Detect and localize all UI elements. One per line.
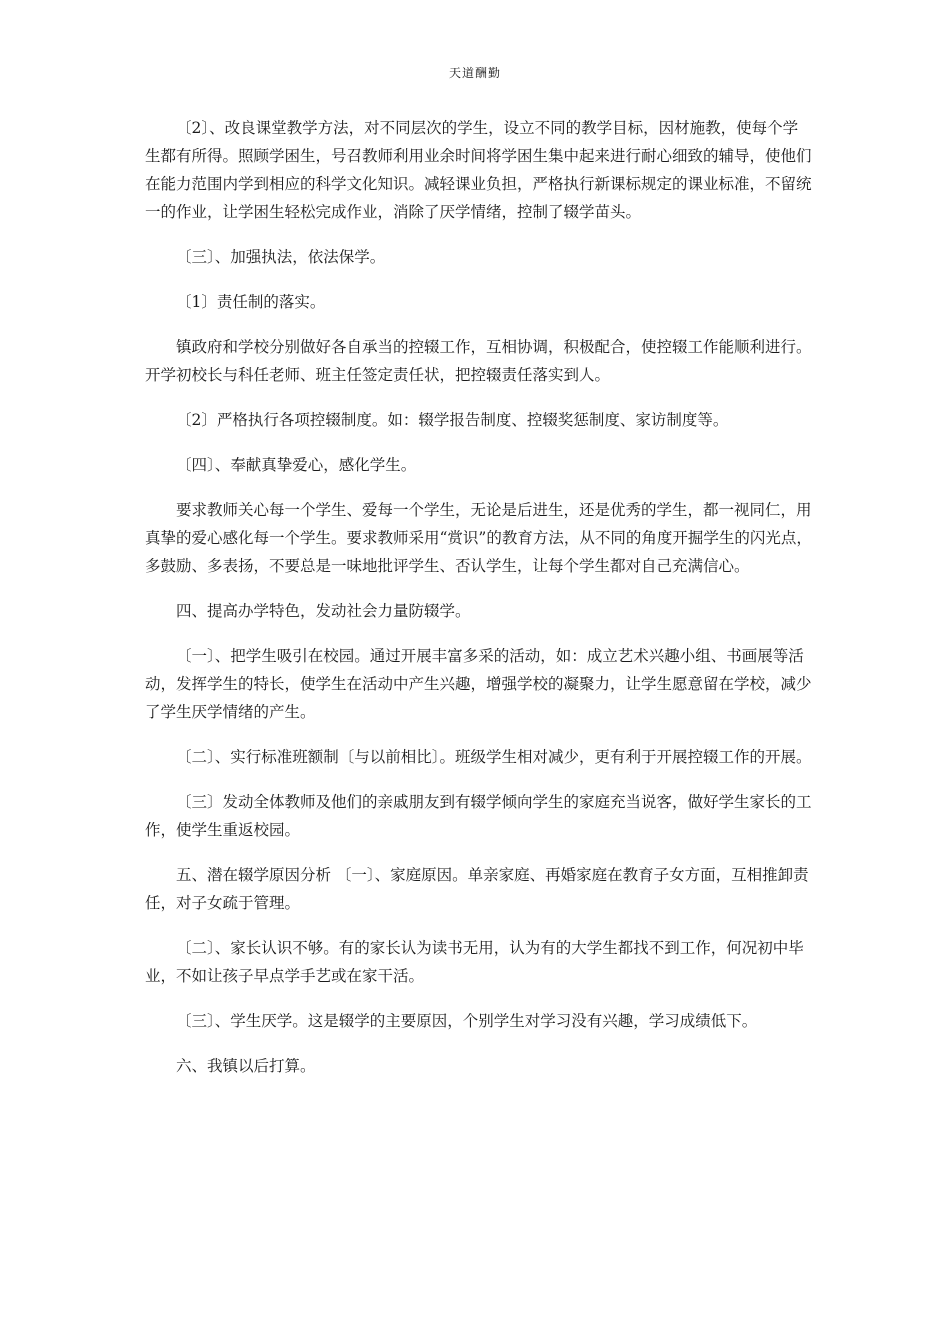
document-body — [145, 114, 813, 1097]
paragraph-student-aversion: 〔三〕、学生厌学。这是辍学的主要原因，个别学生对学习没有兴趣，学习成绩低下。 — [176, 1012, 758, 1030]
paragraph-improve-teaching: 〔2〕、改良课堂教学方法，对不同层次的学生，设立不同的教学目标，因材施教，使每个学生都有所得。照顾学困生，号召教师利用业余时间将学困生集中起来进行耐心细致的辅导，使他们在能力范围内学到相应的科学文化知识。减轻课业负担，严格执行新课标规定的课业标准，不留统一的作业，让学困生轻松完成作业，消除了厌学情绪，控制了辍学苗头。 — [145, 119, 812, 221]
heading-section-four: 四、提高办学特色，发动社会力量防辍学。 — [176, 602, 471, 620]
paragraph-control-systems: 〔2〕严格执行各项控辍制度。如：辍学报告制度、控辍奖惩制度、家访制度等。 — [176, 411, 729, 429]
paragraph-persuade-parents: 〔三〕发动全体教师及他们的亲戚朋友到有辍学倾向学生的家庭充当说客，做好学生家长的工作，使学生重返校园。 — [145, 793, 812, 839]
heading-section-six: 六、我镇以后打算。 — [176, 1057, 316, 1075]
paragraph-parent-awareness: 〔二〕、家长认识不够。有的家长认为读书无用，认为有的大学生都找不到工作，何况初中毕业，不如让孩子早点学手艺或在家干活。 — [145, 939, 804, 985]
heading-devotion: 〔四〕、奉献真挚爱心，感化学生。 — [176, 456, 417, 474]
heading-responsibility: 〔1〕责任制的落实。 — [176, 293, 326, 311]
paragraph-class-size: 〔二〕、实行标准班额制〔与以前相比〕。班级学生相对减少，更有利于开展控辍工作的开展。 — [176, 748, 812, 766]
paragraph-responsibility: 镇政府和学校分别做好各自承当的控辍工作，互相协调，积极配合，使控辍工作能顺利进行。开学初校长与科任老师、班主任签定责任状，把控辍责任落实到人。 — [145, 338, 812, 384]
paragraph-section-five: 五、潜在辍学原因分析 〔一〕、家庭原因。单亲家庭、再婚家庭在教育子女方面，互相推卸责任，对子女疏于管理。 — [145, 866, 809, 912]
heading-strengthen-law: 〔三〕、加强执法，依法保学。 — [176, 248, 386, 266]
page-header: 天道酬勤 — [448, 66, 501, 80]
paragraph-devotion: 要求教师关心每一个学生、爱每一个学生，无论是后进生，还是优秀的学生，都一视同仁，用真挚的爱心感化每一个学生。要求教师采用“赏识”的教育方法，从不同的角度开掘学生的闪光点，多鼓励、多表扬，不要总是一味地批评学生、否认学生，让每个学生都对自己充满信心。 — [145, 501, 812, 575]
paragraph-attract-students: 〔一〕、把学生吸引在校园。通过开展丰富多采的活动，如：成立艺术兴趣小组、书画展等活动，发挥学生的特长，使学生在活动中产生兴趣，增强学校的凝聚力，让学生愿意留在学校，减少了学生厌学情绪的产生。 — [145, 647, 812, 721]
